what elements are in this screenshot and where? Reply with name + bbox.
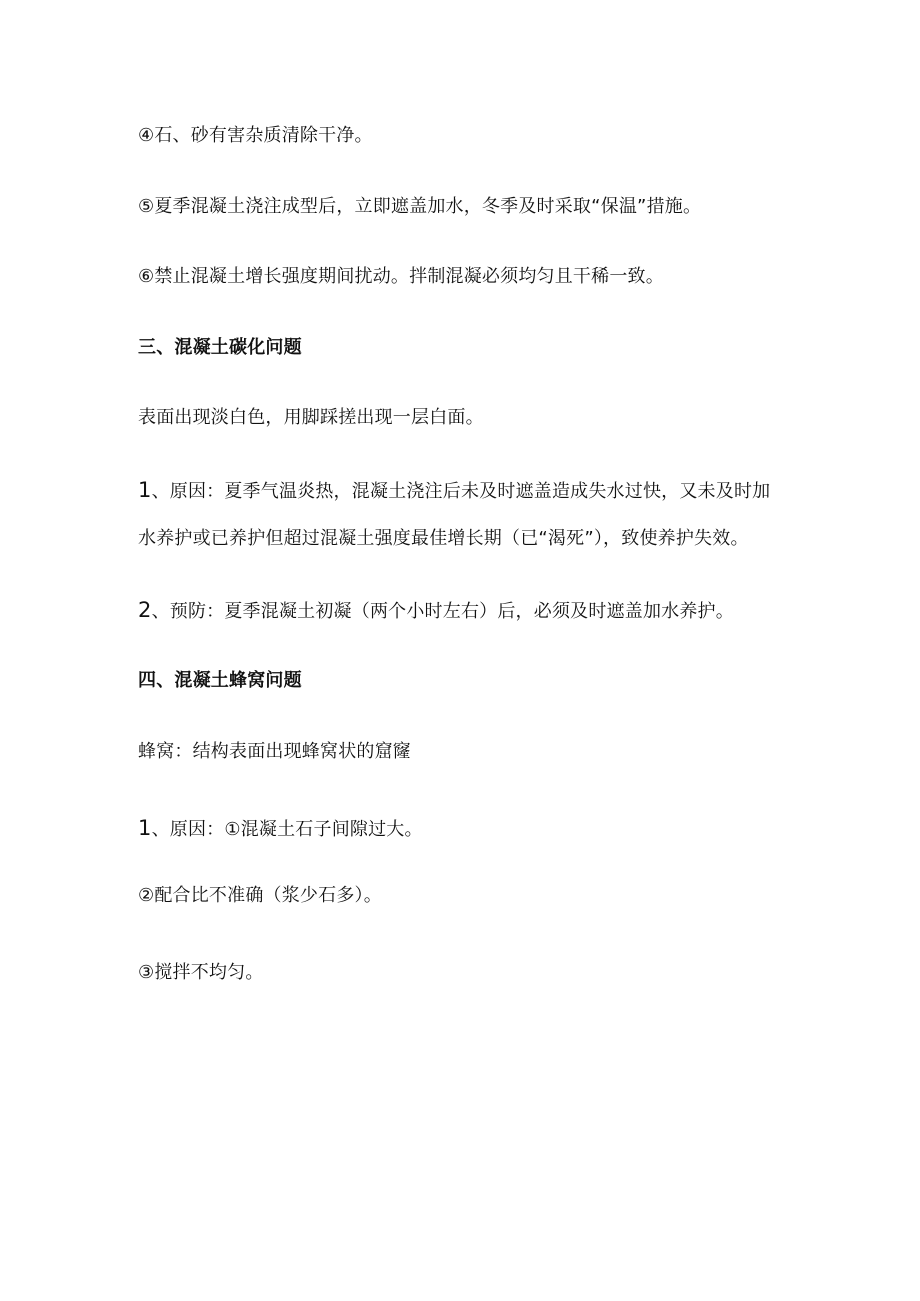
section-3-prevention-number: 2 — [138, 598, 152, 622]
section-4-description: 蜂窝：结构表面出现蜂窝状的窟窿 — [138, 741, 411, 762]
prevention-item-6: ⑥禁止混凝土增长强度期间扰动。拌制混凝必须均匀且干稀一致。 — [138, 266, 664, 287]
section-3-prevention-text: 、预防：夏季混凝土初凝（两个小时左右）后，必须及时遮盖加水养护。 — [151, 601, 734, 622]
prevention-item-5: ⑤夏季混凝土浇注成型后，立即遮盖加水，冬季及时采取“保温”措施。 — [138, 196, 702, 217]
section-3-cause-number: 1 — [138, 478, 152, 502]
section-3-prevention — [138, 598, 734, 624]
section-4-cause — [138, 816, 423, 842]
section-4-cause-number: 1 — [138, 816, 152, 840]
section-4-cause-item-3: ③搅拌不均匀。 — [138, 962, 264, 983]
section-3-description: 表面出现淡白色，用脚踩搓出现一层白面。 — [138, 407, 484, 428]
prevention-item-4: ④石、砂有害杂质清除干净。 — [138, 125, 373, 146]
section-4-cause-item-2: ②配合比不准确（浆少石多）。 — [138, 885, 382, 906]
section-3-cause-line-2: 水养护或已养护但超过混凝土强度最佳增长期（已“渴死”），致使养护失效。 — [138, 528, 749, 549]
section-3-cause-text: 、原因：夏季气温炎热，混凝土浇注后未及时遮盖造成失水过快，又未及时加 — [151, 481, 771, 502]
section-3-cause-line-1 — [138, 478, 770, 504]
section-4-heading: 四、混凝土蜂窝问题 — [138, 670, 302, 691]
section-3-heading: 三、混凝土碳化问题 — [138, 337, 302, 358]
section-4-cause-text: 、原因：①混凝土石子间隙过大。 — [151, 819, 423, 840]
